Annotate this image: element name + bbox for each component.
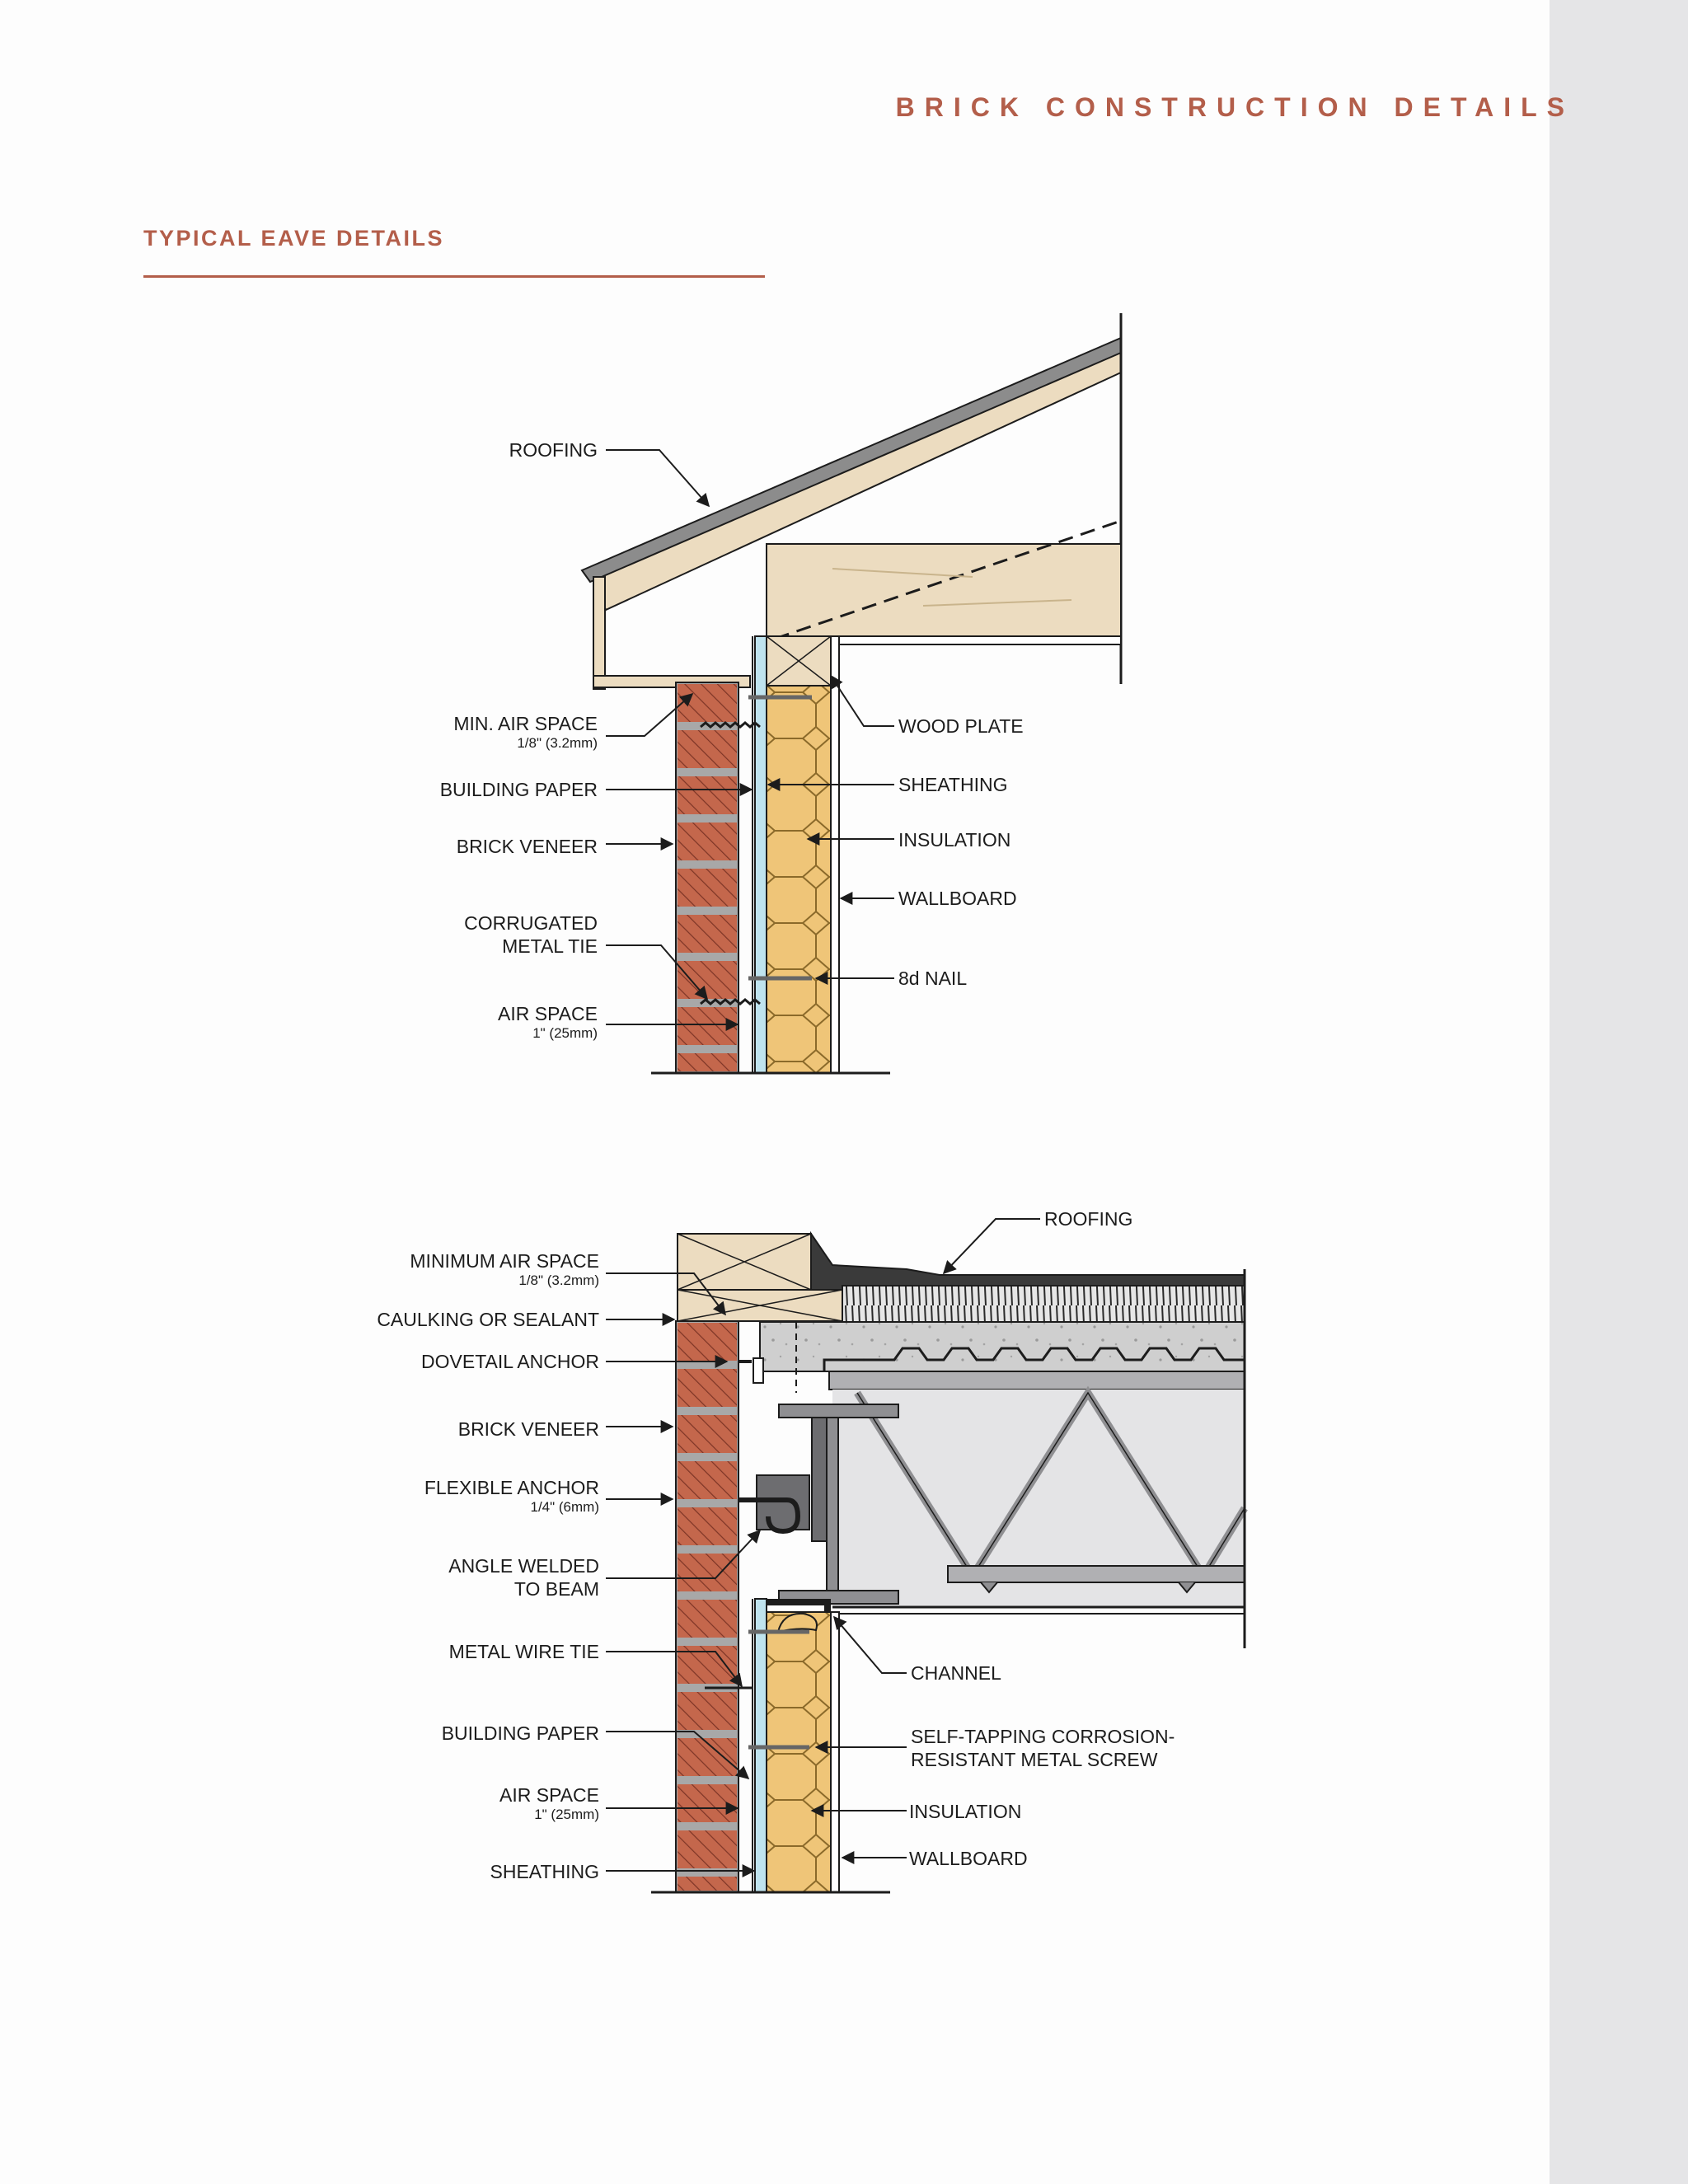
label-minimum-air-space — [410, 1249, 599, 1289]
label-min-air-space — [453, 712, 598, 752]
label-sheathing-2: SHEATHING — [490, 1861, 599, 1882]
label-air-space-1-text: AIR SPACE — [498, 1003, 598, 1024]
label-minimum-air-space-text: MINIMUM AIR SPACE — [410, 1250, 599, 1272]
label-flexible-anchor-dim: 1/4" (6mm) — [530, 1499, 599, 1515]
label-self-tapping-screw — [911, 1725, 1175, 1771]
label-roofing-1: ROOFING — [509, 439, 598, 461]
label-building-paper-2: BUILDING PAPER — [441, 1722, 599, 1744]
section-title: TYPICAL EAVE DETAILS — [143, 226, 445, 251]
label-screw-line-2: RESISTANT METAL SCREW — [911, 1749, 1158, 1770]
label-sheathing-1: SHEATHING — [898, 774, 1008, 795]
label-8d-nail: 8d NAIL — [898, 968, 968, 989]
label-angle-welded-line-1: ANGLE WELDED — [448, 1555, 599, 1577]
label-corrugated-line-2: METAL TIE — [502, 935, 598, 957]
label-insulation-2: INSULATION — [909, 1801, 1022, 1822]
label-min-air-space-dim: 1/8" (3.2mm) — [517, 735, 598, 751]
label-angle-welded — [448, 1554, 599, 1601]
label-air-space-2-text: AIR SPACE — [499, 1784, 599, 1806]
label-wallboard-2: WALLBOARD — [909, 1848, 1028, 1869]
label-air-space-2 — [499, 1783, 599, 1823]
label-insulation-1: INSULATION — [898, 829, 1011, 851]
label-corrugated-line-1: CORRUGATED — [464, 912, 598, 934]
label-corrugated-metal-tie — [464, 912, 598, 958]
label-flexible-anchor-text: FLEXIBLE ANCHOR — [424, 1477, 599, 1498]
label-building-paper-1: BUILDING PAPER — [439, 779, 598, 800]
label-air-space-1-dim: 1" (25mm) — [532, 1025, 598, 1041]
label-brick-veneer-2: BRICK VENEER — [457, 1418, 599, 1440]
page-heading: BRICK CONSTRUCTION DETAILS — [895, 92, 1574, 122]
label-caulking: CAULKING OR SEALANT — [377, 1309, 599, 1330]
label-screw-line-1: SELF-TAPPING CORROSION- — [911, 1726, 1175, 1747]
label-brick-veneer-1: BRICK VENEER — [456, 836, 598, 857]
label-roofing-2: ROOFING — [1044, 1208, 1133, 1230]
label-wood-plate: WOOD PLATE — [898, 715, 1024, 737]
label-air-space-2-dim: 1" (25mm) — [534, 1807, 599, 1822]
label-wallboard-1: WALLBOARD — [898, 888, 1017, 909]
label-angle-welded-line-2: TO BEAM — [513, 1578, 599, 1600]
label-min-air-space-text: MIN. AIR SPACE — [453, 713, 598, 734]
label-channel: CHANNEL — [911, 1662, 1001, 1684]
label-air-space-1 — [498, 1002, 598, 1042]
label-dovetail-anchor: DOVETAIL ANCHOR — [421, 1351, 599, 1372]
label-metal-wire-tie: METAL WIRE TIE — [448, 1641, 599, 1662]
label-flexible-anchor — [424, 1476, 599, 1516]
label-minimum-air-space-dim: 1/8" (3.2mm) — [518, 1272, 599, 1288]
